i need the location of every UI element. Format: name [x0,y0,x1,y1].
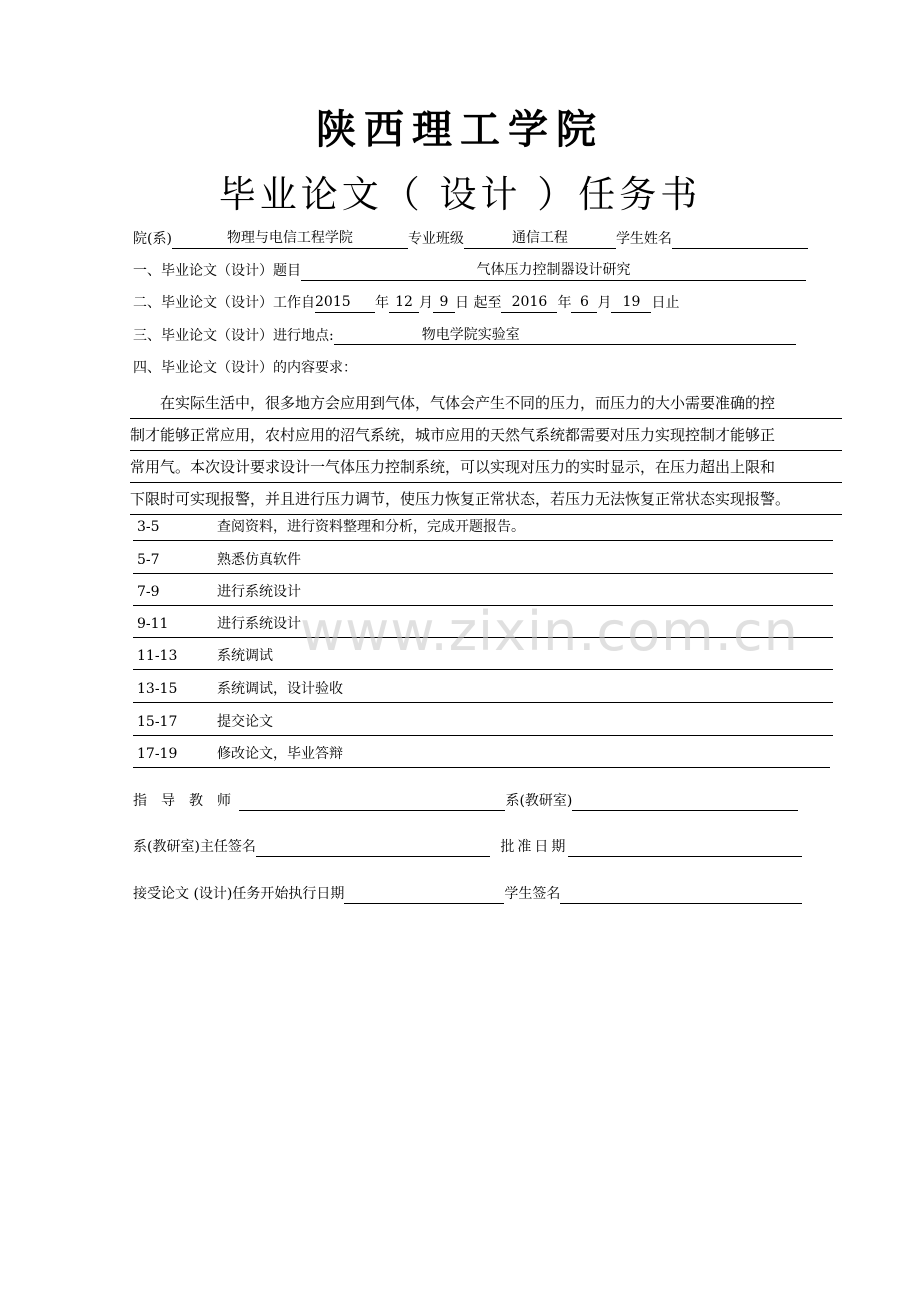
schedule-row [133,549,833,574]
schedule-row [133,678,833,703]
dept-office-field [572,790,798,811]
school-name: 陕西理工学院 [316,106,604,153]
requirements-label: 四、毕业论文（设计）的内容要求： [133,360,357,376]
advisor-row [133,790,798,812]
requirements-line: 常用气。本次设计要求设计一气体压力控制系统，可以实现对压力的实时显示，在压力超出上限和 [130,451,842,483]
director-signature-field [256,836,490,857]
director-row [133,836,802,858]
accept-row [133,883,802,905]
student-sign-field [560,883,802,904]
end-year: 2016 [501,292,557,313]
schedule-weeks: 7-9 [137,584,160,600]
start-year: 2015 [315,292,375,313]
watermark: www.zixin.com.cn [300,600,799,663]
start-month: 12 [389,292,419,313]
schedule-row [133,516,833,541]
topic-label: 一、毕业论文（设计）题目 [133,263,301,279]
schedule-row [133,711,833,736]
student-sign-label: 学生签名 [504,886,561,902]
schedule-task: 修改论文，毕业答辩 [217,746,343,762]
location-row [133,325,796,347]
dept-value: 物理与电信工程学院 [172,228,408,249]
student-label: 学生姓名 [615,231,672,247]
schedule-task: 查阅资料，进行资料整理和分析，完成开题报告。 [217,519,525,535]
end-month: 6 [571,292,597,313]
month-char: 月 [419,295,433,311]
topic-row [133,260,806,282]
period-row [133,292,679,314]
schedule-weeks: 5-7 [137,552,160,568]
start-day: 9 [433,292,455,313]
schedule-row [133,743,830,768]
schedule-weeks: 11-13 [137,648,178,664]
end-day: 19 [611,292,651,313]
schedule-weeks: 3-5 [137,519,160,535]
day-char: 日 [455,295,469,311]
to-label: 起至 [473,295,502,311]
schedule-task: 进行系统设计 [217,584,301,600]
requirements-line: 在实际生活中，很多地方会应用到气体，气体会产生不同的压力，而压力的大小需要准确的控 [130,387,842,419]
schedule-weeks: 17-19 [137,746,178,762]
director-label: 系(教研室)主任签名 [133,839,256,855]
dept-label: 院(系) [133,231,172,247]
year-char-2: 年 [557,295,572,311]
accept-date-label: 接受论文 (设计)任务开始执行日期 [133,886,345,902]
dept-office-label: 系(教研室) [505,793,573,809]
requirements-paragraph [130,387,842,515]
schedule-task: 提交论文 [217,714,273,730]
schedule-task: 系统调试，设计验收 [217,681,343,697]
advisor-signature-field [239,790,505,811]
advisor-label: 指 导 教 师 [133,793,231,809]
schedule-weeks: 15-17 [137,714,178,730]
location-value: 物电学院实验室 [334,325,796,345]
schedule-weeks: 13-15 [137,681,178,697]
end-char: 日止 [651,295,680,311]
requirements-line: 下限时可实现报警，并且进行压力调节，使压力恢复正常状态，若压力无法恢复正常状态实现报警。 [130,483,842,515]
schedule-weeks: 9-11 [137,616,169,632]
year-char: 年 [375,295,389,311]
student-value [672,228,808,249]
major-value: 通信工程 [464,228,616,249]
requirements-line: 制才能够正常应用，农村应用的沼气系统，城市应用的天然气系统都需要对压力实现控制才能够正 [130,419,842,451]
schedule-task: 系统调试 [217,648,273,664]
month-char-2: 月 [597,295,612,311]
approve-date-field [568,836,802,857]
major-label: 专业班级 [407,231,464,247]
schedule-task: 进行系统设计 [217,616,301,632]
period-label: 二、毕业论文（设计）工作自 [133,295,315,311]
topic-value: 气体压力控制器设计研究 [301,260,806,281]
location-label: 三、毕业论文（设计）进行地点: [133,328,334,344]
document-title: 毕业论文（ 设计 ）任务书 [218,173,702,216]
approve-date-label: 批准日期 [500,839,569,855]
schedule-task: 熟悉仿真软件 [217,552,301,568]
info-row [133,228,808,250]
accept-date-field [344,883,504,904]
